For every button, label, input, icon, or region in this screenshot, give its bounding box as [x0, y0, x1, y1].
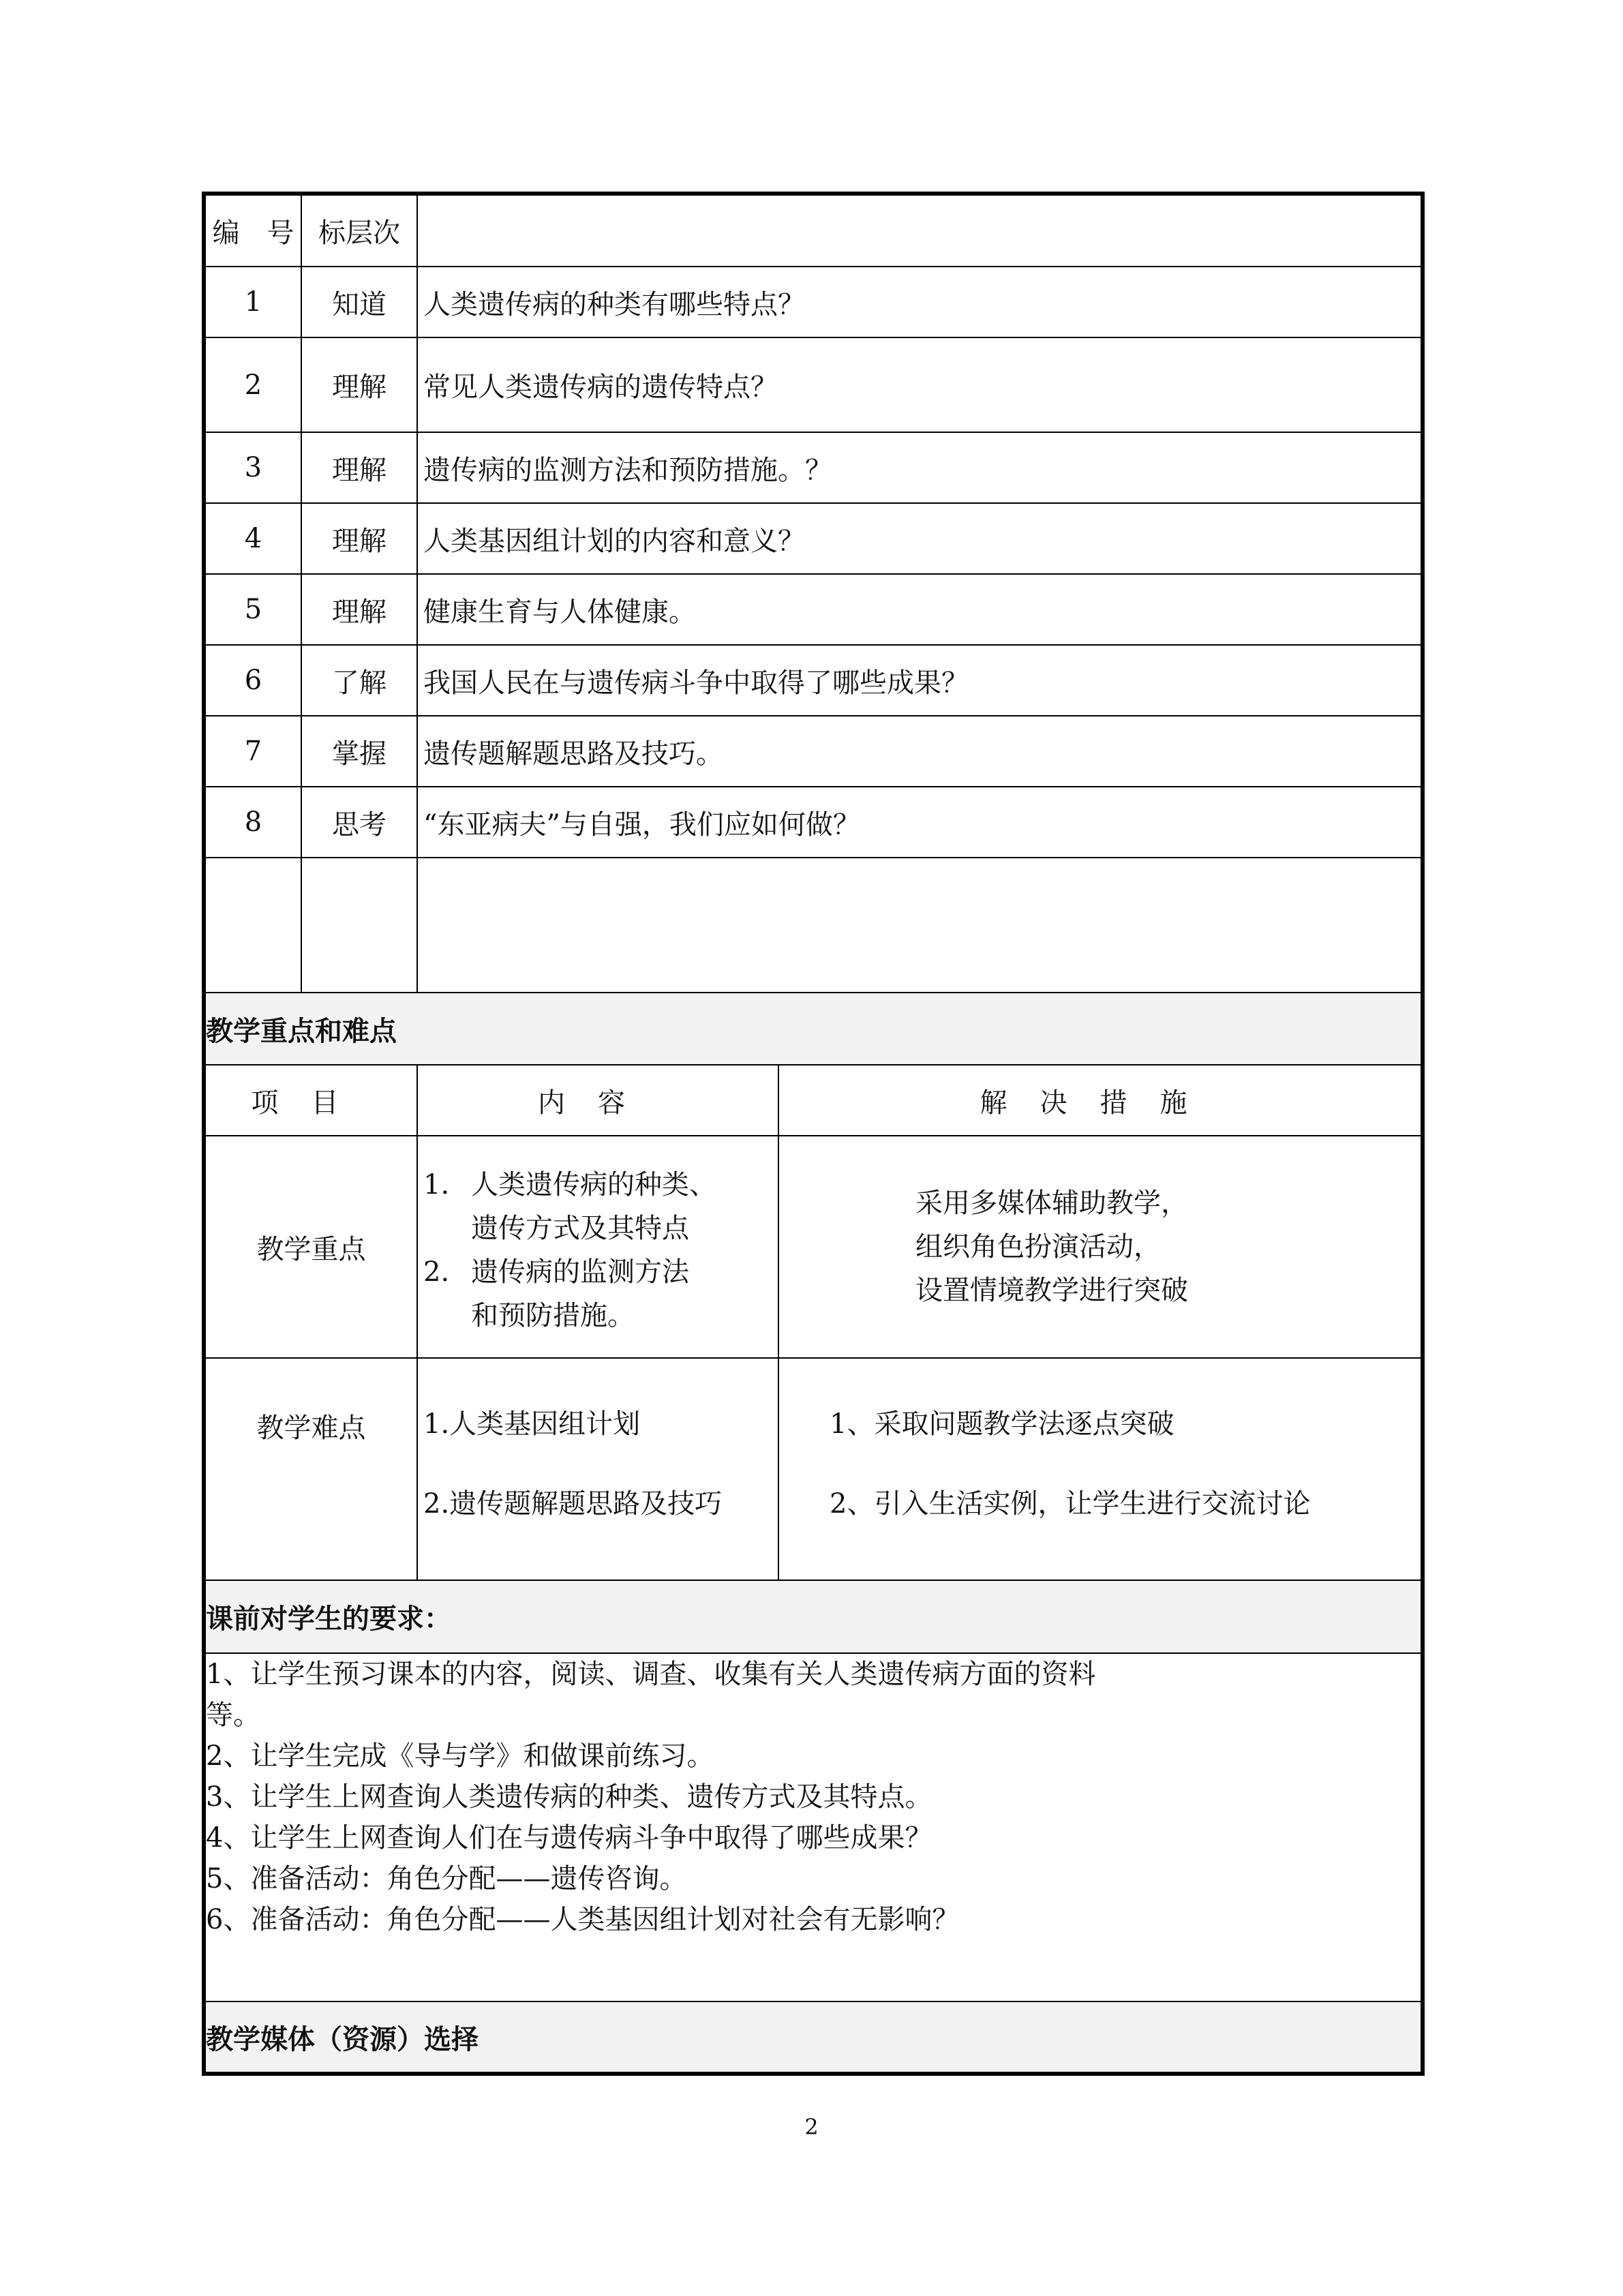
difficulty-label: 教学难点	[204, 1358, 417, 1580]
lesson-plan-table	[202, 192, 1425, 2076]
header-level: 标层次	[301, 194, 417, 267]
objective-content: 健康生育与人体健康。	[417, 574, 1423, 645]
objective-number: 7	[204, 716, 301, 787]
objective-row	[204, 337, 1423, 432]
key-points-header-row	[204, 1065, 1423, 1136]
objective-number: 4	[204, 503, 301, 574]
objective-number: 2	[204, 337, 301, 432]
list-item: 等。	[206, 1700, 260, 1731]
objective-content: 人类基因组计划的内容和意义？	[417, 503, 1423, 574]
objective-content: 遗传病的监测方法和预防措施。？	[417, 432, 1423, 503]
objective-number: 8	[204, 787, 301, 858]
focus-row	[204, 1136, 1423, 1358]
objective-level: 知道	[301, 267, 417, 337]
objective-content: 遗传题解题思路及技巧。	[417, 716, 1423, 787]
objective-content: 我国人民在与遗传病斗争中取得了哪些成果？	[417, 645, 1423, 716]
objective-level: 掌握	[301, 716, 417, 787]
list-item: 3、让学生上网查询人类遗传病的种类、遗传方式及其特点。	[206, 1781, 932, 1813]
empty-row	[204, 858, 1423, 993]
list-item: 6、准备活动：角色分配——人类基因组计划对社会有无影响？	[206, 1904, 960, 1935]
objective-number: 6	[204, 645, 301, 716]
objective-number: 5	[204, 574, 301, 645]
objective-content: 人类遗传病的种类有哪些特点？	[417, 267, 1423, 337]
requirements-row	[204, 1653, 1423, 2002]
objective-row	[204, 645, 1423, 716]
objective-level: 了解	[301, 645, 417, 716]
list-item: 1、让学生预习课本的内容，阅读、调查、收集有关人类遗传病方面的资料	[206, 1659, 1096, 1690]
section-title: 教学重点和难点	[204, 993, 1423, 1065]
objective-row	[204, 787, 1423, 858]
column-item: 项目	[204, 1065, 417, 1136]
section-title: 教学媒体（资源）选择	[204, 2002, 1423, 2074]
column-measures: 解决措施	[778, 1065, 1423, 1136]
objective-level: 理解	[301, 574, 417, 645]
objective-level: 思考	[301, 787, 417, 858]
list-item: 5、准备活动：角色分配——遗传咨询。	[206, 1863, 687, 1894]
objective-number: 1	[204, 267, 301, 337]
objectives-header-row	[204, 194, 1423, 267]
difficulty-measures: 1、采取问题教学法逐点突破 2、引入生活实例，让学生进行交流讨论	[778, 1358, 1423, 1580]
objective-level: 理解	[301, 432, 417, 503]
section-title: 课前对学生的要求：	[204, 1580, 1423, 1653]
objective-row	[204, 432, 1423, 503]
section-requirements	[204, 1580, 1423, 1653]
difficulty-content: 1.人类基因组计划 2.遗传题解题思路及技巧	[417, 1358, 778, 1580]
focus-measures: 采用多媒体辅助教学， 组织角色扮演活动， 设置情境教学进行突破	[778, 1136, 1423, 1358]
difficulty-row	[204, 1358, 1423, 1580]
header-content	[417, 194, 1423, 267]
objective-row	[204, 716, 1423, 787]
objective-content: “东亚病夫”与自强，我们应如何做？	[417, 787, 1423, 858]
requirements-list	[204, 1653, 1423, 2002]
objective-content: 常见人类遗传病的遗传特点？	[417, 337, 1423, 432]
page-number: 2	[804, 2114, 819, 2140]
header-number: 编 号	[204, 194, 301, 267]
list-item: 2、让学生完成《导与学》和做课前练习。	[206, 1740, 714, 1772]
objective-level: 理解	[301, 503, 417, 574]
objective-level: 理解	[301, 337, 417, 432]
section-media	[204, 2002, 1423, 2074]
column-content: 内容	[417, 1065, 778, 1136]
list-item: 4、让学生上网查询人们在与遗传病斗争中取得了哪些成果？	[206, 1822, 932, 1854]
objective-row	[204, 267, 1423, 337]
section-key-points	[204, 993, 1423, 1065]
objective-row	[204, 574, 1423, 645]
focus-label: 教学重点	[204, 1136, 417, 1358]
focus-content: 1. 人类遗传病的种类、 遗传方式及其特点 2. 遗传病的监测方法 和预防措施。	[417, 1136, 778, 1358]
objective-row	[204, 503, 1423, 574]
objective-number: 3	[204, 432, 301, 503]
